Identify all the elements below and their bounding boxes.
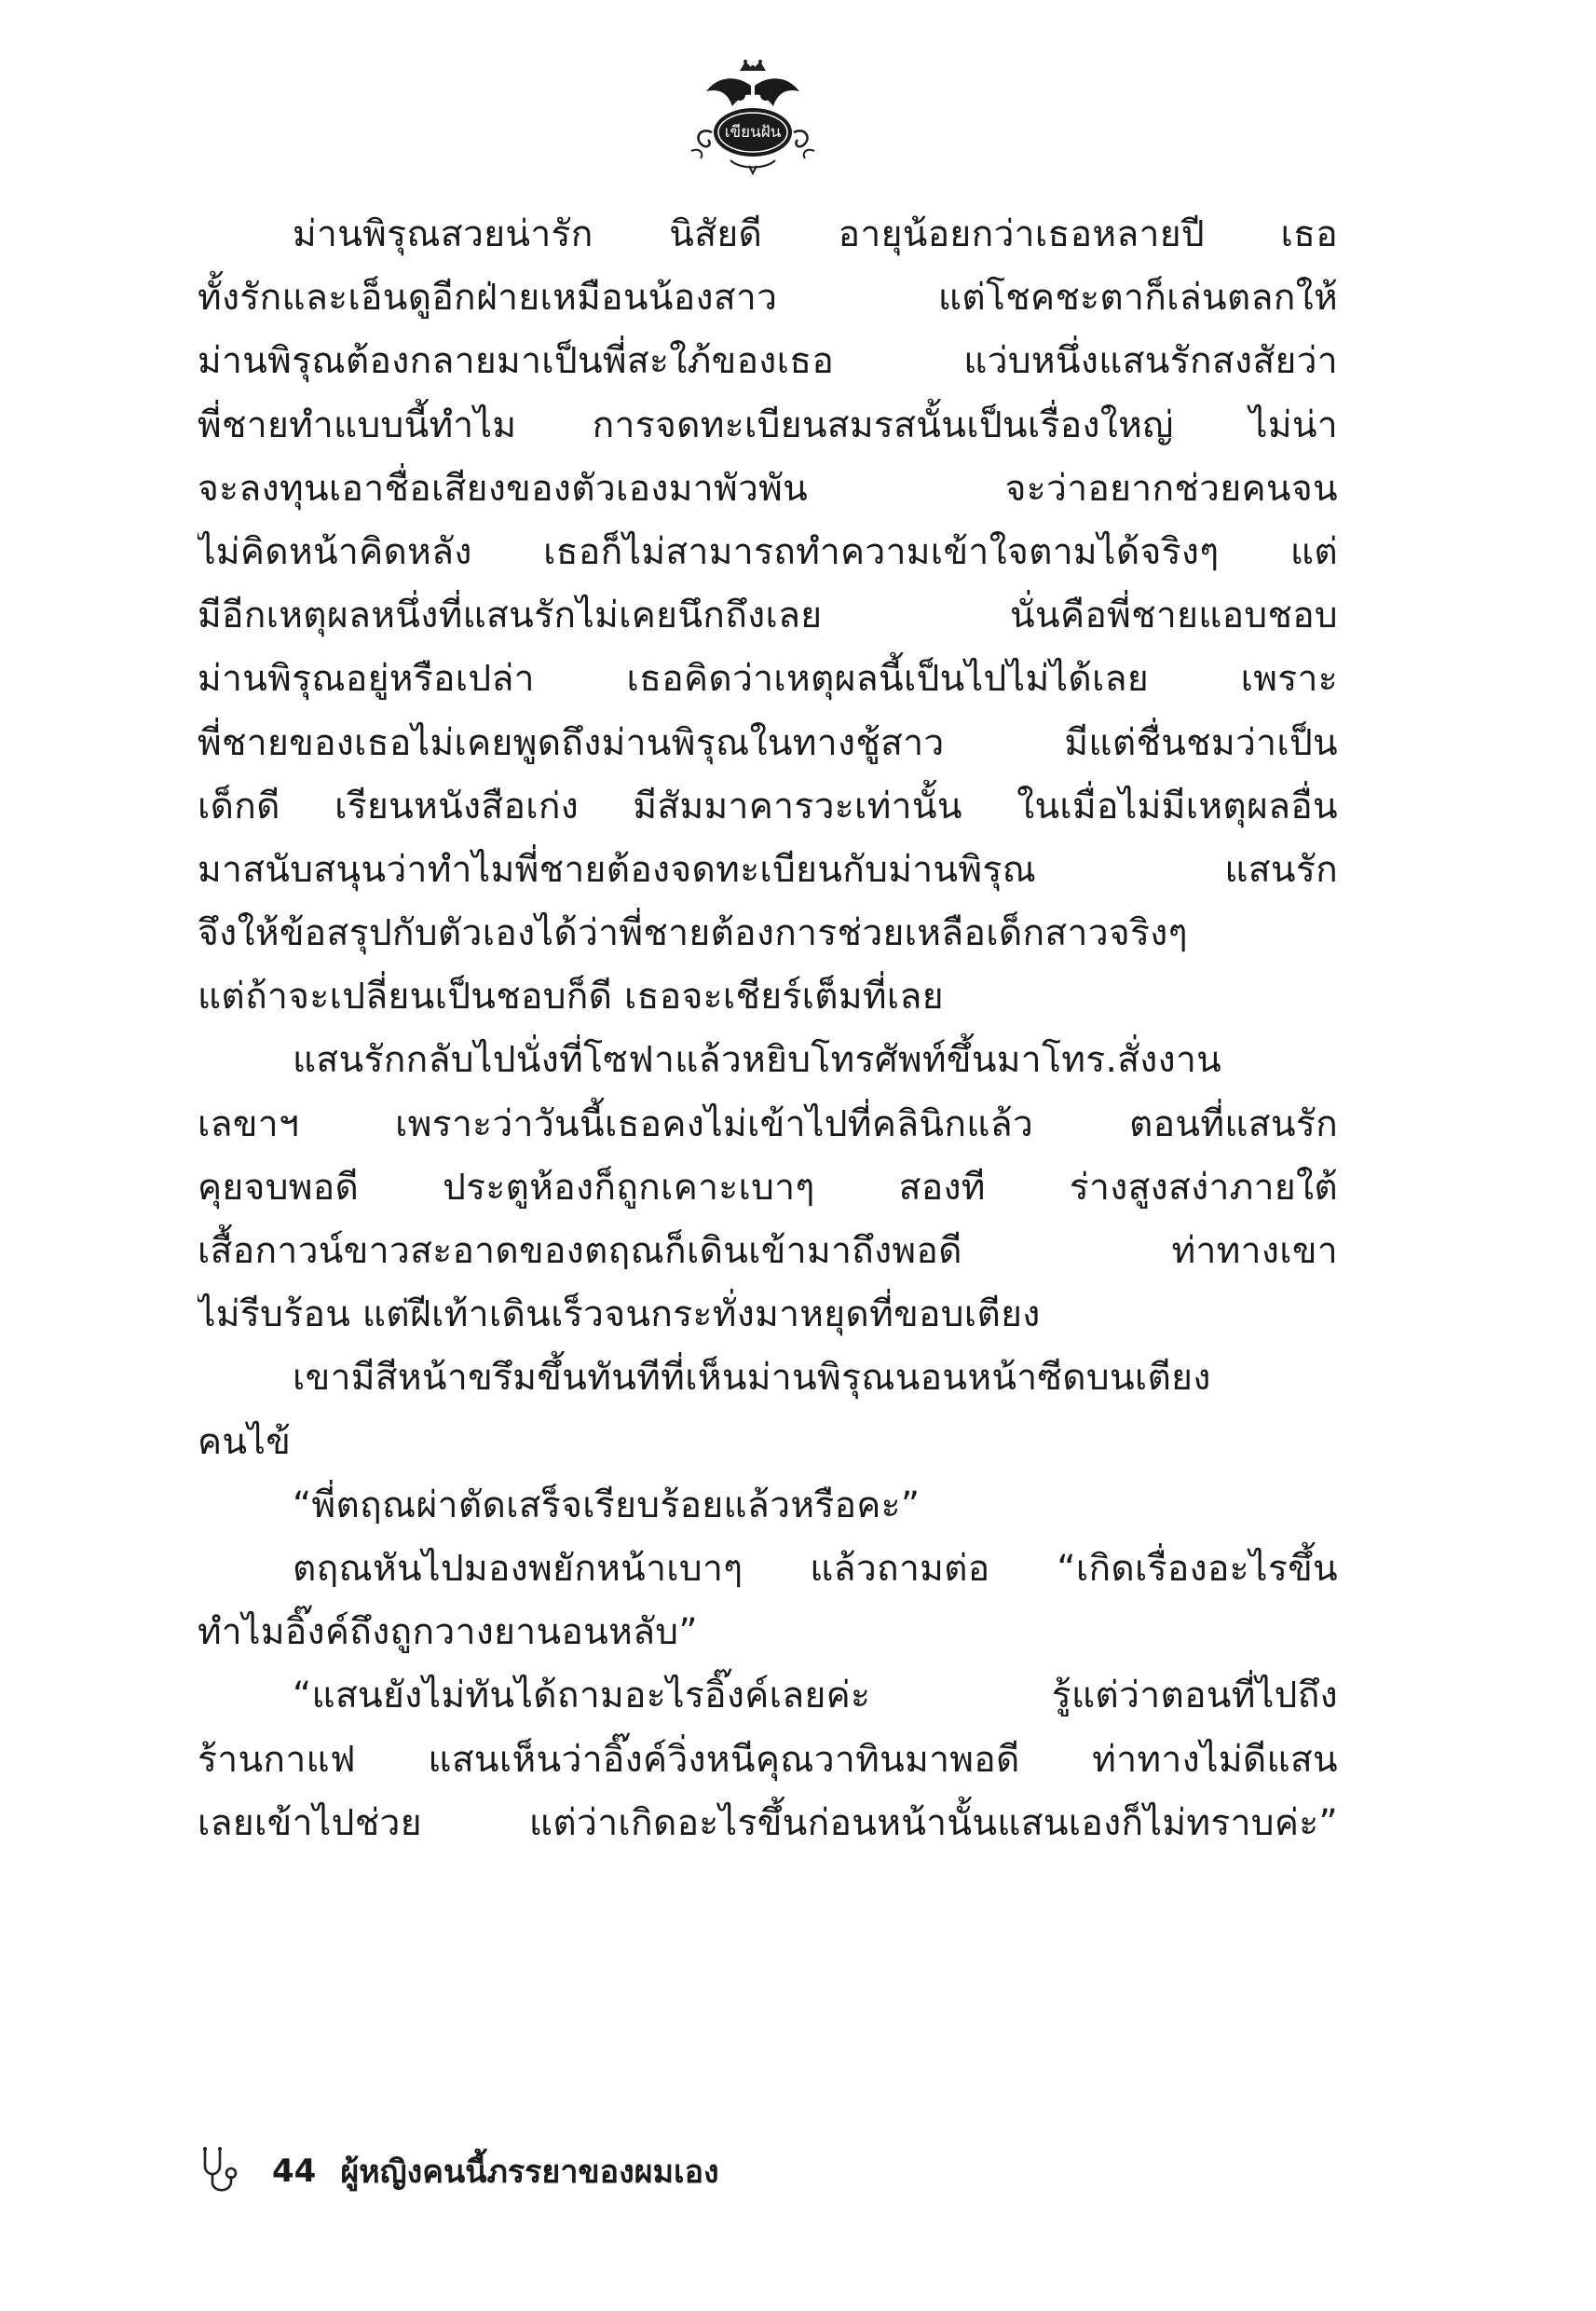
text-line: ม่านพิรุณต้องกลายมาเป็นพี่สะใภ้ของเธอ แว่บหนึ่งแสนรักสงสัยว่า	[198, 340, 1338, 383]
text-line: เลยเข้าไปช่วย แต่ว่าเกิดอะไรขึ้นก่อนหน้านั้นแสนเองก็ไม่ทราบค่ะ”	[198, 1801, 1338, 1844]
text-line: พี่ชายทำแบบนี้ทำไม การจดทะเบียนสมรสนั้นเป็นเรื่องใหญ่ ไม่น่า	[198, 403, 1338, 446]
text-line: จะลงทุนเอาชื่อเสียงของตัวเองมาพัวพัน จะว่าอยากช่วยคนจน	[198, 467, 1338, 510]
text-line: ไม่รีบร้อน แต่ฝีเท้าเดินเร็วจนกระทั่งมาหยุดที่ขอบเตียง	[198, 1293, 1041, 1336]
text-line: เลขาฯ เพราะว่าวันนี้เธอคงไม่เข้าไปที่คลินิกแล้ว ตอนที่แสนรัก	[198, 1102, 1338, 1145]
page-number: 44	[272, 2153, 317, 2190]
text-line: ม่านพิรุณอยู่หรือเปล่า เธอคิดว่าเหตุผลนี้เป็นไปไม่ได้เลย เพราะ	[198, 658, 1338, 701]
book-title: ผู้หญิงคนนี้ภรรยาของผมเอง	[340, 2154, 719, 2191]
text-line: คุยจบพอดี ประตูห้องก็ถูกเคาะเบาๆ สองที ร่างสูงสง่าภายใต้	[198, 1166, 1338, 1209]
text-line: มีอีกเหตุผลหนึ่งที่แสนรักไม่เคยนึกถึงเลย นั่นคือพี่ชายแอบชอบ	[198, 595, 1338, 637]
text-line: แสนรักกลับไปนั่งที่โซฟาแล้วหยิบโทรศัพท์ขึ้นมาโทร.สั่งงาน	[293, 1039, 1222, 1082]
text-line: มาสนับสนุนว่าทำไมพี่ชายต้องจดทะเบียนกับม่านพิรุณ แสนรัก	[198, 848, 1338, 891]
angels-crest-emblem	[684, 58, 822, 175]
text-line: ม่านพิรุณสวยน่ารัก นิสัยดี อายุน้อยกว่าเธอหลายปี เธอ	[293, 213, 1338, 255]
text-line: คนไข้	[198, 1420, 292, 1463]
text-line: “พี่ตฤณผ่าตัดเสร็จเรียบร้อยแล้วหรือคะ”	[293, 1484, 921, 1526]
text-line: “แสนยังไม่ทันได้ถามอะไรอิ๊งค์เลยค่ะ รู้แต่ว่าตอนที่ไปถึง	[293, 1675, 1338, 1717]
page-footer	[198, 2143, 719, 2199]
text-line: เสื้อกาวน์ขาวสะอาดของตฤณก็เดินเข้ามาถึงพอดี ท่าทางเขา	[198, 1230, 1338, 1272]
chapter-body-text	[198, 203, 1338, 1855]
emblem-text: เขียนฝัน	[724, 123, 782, 142]
text-line: ทำไมอิ๊งค์ถึงถูกวางยานอนหลับ”	[198, 1611, 698, 1654]
stethoscope-icon	[198, 2145, 240, 2197]
text-line: จึงให้ข้อสรุปกับตัวเองได้ว่าพี่ชายต้องการช่วยเหลือเด็กสาวจริงๆ	[198, 912, 1188, 955]
text-line: ตฤณหันไปมองพยักหน้าเบาๆ แล้วถามต่อ “เกิดเรื่องอะไรขึ้น	[293, 1547, 1338, 1590]
text-line: ทั้งรักและเอ็นดูอีกฝ่ายเหมือนน้องสาว แต่โชคชะตาก็เล่นตลกให้	[198, 277, 1338, 320]
text-line: เด็กดี เรียนหนังสือเก่ง มีสัมมาคารวะเท่านั้น ในเมื่อไม่มีเหตุผลอื่น	[198, 785, 1338, 827]
text-line: พี่ชายของเธอไม่เคยพูดถึงม่านพิรุณในทางชู้สาว มีแต่ชื่นชมว่าเป็น	[198, 721, 1338, 764]
text-line: แต่ถ้าจะเปลี่ยนเป็นชอบก็ดี เธอจะเชียร์เต็มที่เลย	[198, 976, 944, 1019]
text-line: เขามีสีหน้าขรึมขึ้นทันทีที่เห็นม่านพิรุณนอนหน้าซีดบนเตียง	[293, 1357, 1211, 1400]
text-line: ร้านกาแฟ แสนเห็นว่าอิ๊งค์วิ่งหนีคุณวาทินมาพอดี ท่าทางไม่ดีแสน	[198, 1738, 1338, 1781]
text-line: ไม่คิดหน้าคิดหลัง เธอก็ไม่สามารถทำความเข้าใจตามได้จริงๆ แต่	[198, 530, 1338, 573]
